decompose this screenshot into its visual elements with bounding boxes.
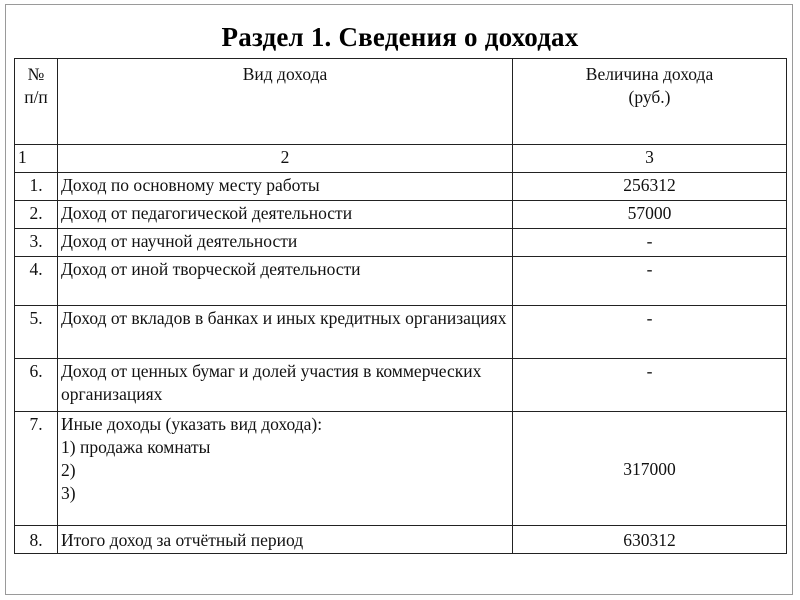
header-number-label: п/п: [24, 87, 48, 107]
header-number-symbol: №: [27, 64, 45, 84]
table-header-row: [15, 59, 787, 145]
row-number: 4.: [15, 257, 58, 306]
header-income-type: Вид дохода: [58, 59, 513, 145]
row-income-subitem: 1) продажа комнаты: [61, 437, 211, 457]
row-income-value: -: [513, 359, 787, 412]
row-income-type-cell: [58, 412, 513, 526]
row-income-subitem: 3): [61, 483, 76, 503]
header-income-value: Величина дохода: [585, 64, 714, 84]
row-number: 5.: [15, 306, 58, 359]
header-income-value-cell: [513, 59, 787, 145]
row-income-type: Доход от педагогической деятельности: [58, 201, 513, 229]
row-income-value: 256312: [513, 173, 787, 201]
row-number: 8.: [15, 526, 58, 554]
index-cell-3: 3: [513, 145, 787, 173]
row-income-value: 317000: [513, 412, 787, 526]
row-number: 1.: [15, 173, 58, 201]
table-row: [15, 412, 787, 526]
row-income-value: 57000: [513, 201, 787, 229]
table-row: [15, 306, 787, 359]
row-income-subitem: 2): [61, 460, 76, 480]
page-title: Раздел 1. Сведения о доходах: [221, 22, 579, 52]
row-number: 2.: [15, 201, 58, 229]
index-cell-2: 2: [58, 145, 513, 173]
row-number: 7.: [15, 412, 58, 526]
income-table: [14, 58, 787, 554]
row-income-value: 630312: [513, 526, 787, 554]
header-number-cell: [15, 59, 58, 145]
index-cell-1: 1: [15, 145, 58, 173]
row-income-type: Иные доходы (указать вид дохода):: [61, 414, 323, 434]
row-income-type: Доход от научной деятельности: [58, 229, 513, 257]
row-income-type: Итого доход за отчётный период: [58, 526, 513, 554]
table-row: [15, 201, 787, 229]
table-row: [15, 257, 787, 306]
row-income-value: -: [513, 229, 787, 257]
table-row: [15, 173, 787, 201]
table-row: [15, 229, 787, 257]
row-income-type: Доход от вкладов в банках и иных кредитных организациях: [58, 306, 513, 359]
row-income-type: Доход от иной творческой деятельности: [58, 257, 513, 306]
row-income-type: Доход от ценных бумаг и долей участия в коммерческих организациях: [58, 359, 513, 412]
row-income-value: -: [513, 306, 787, 359]
table-row-total: [15, 526, 787, 554]
table-row: [15, 359, 787, 412]
row-number: 6.: [15, 359, 58, 412]
table-index-row: [15, 145, 787, 173]
header-income-unit: (руб.): [628, 87, 671, 107]
row-income-value: -: [513, 257, 787, 306]
row-income-type: Доход по основному месту работы: [58, 173, 513, 201]
row-number: 3.: [15, 229, 58, 257]
